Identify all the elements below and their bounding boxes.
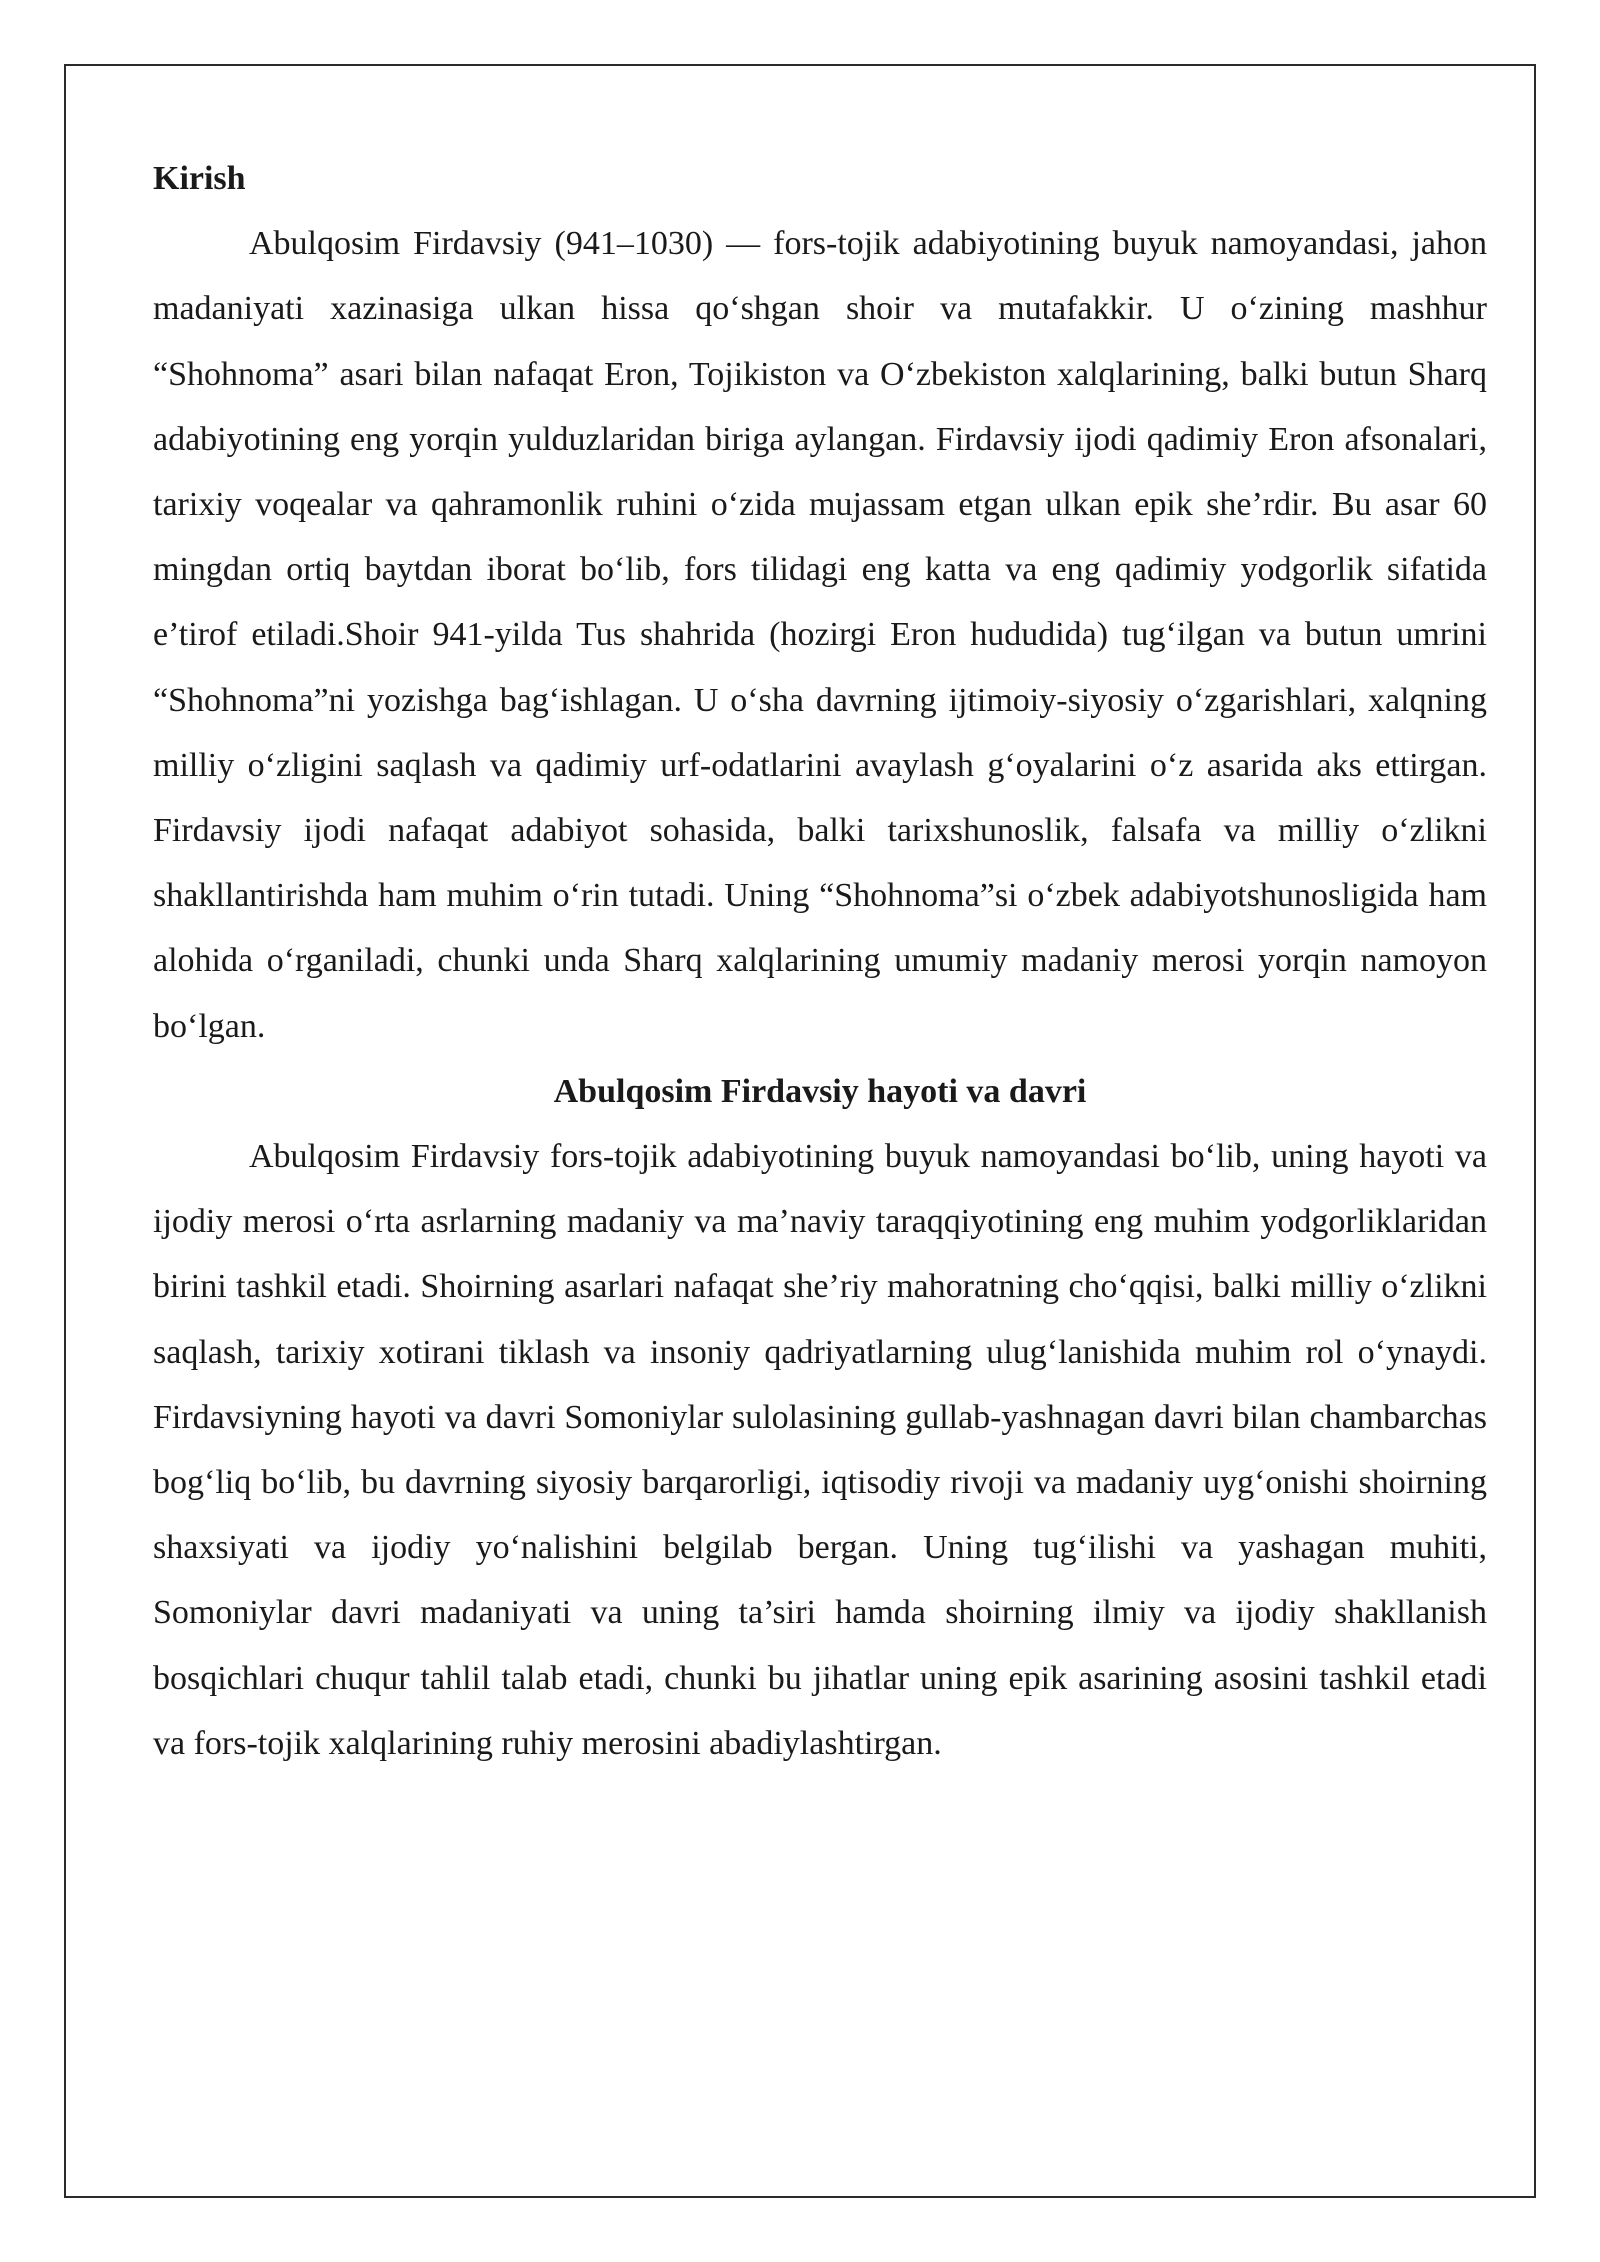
intro-heading: Kirish (153, 160, 246, 197)
document-body (153, 146, 1487, 1776)
section-heading: Abulqosim Firdavsiy hayoti va davri (553, 1072, 1087, 1110)
intro-paragraph: Abulqosim Firdavsiy (941–1030) — fors-tojik adabiyotining buyuk namoyandasi, jahon madaniyati xazinasiga ulkan hissa qo‘shgan shoir va mutafakkir. U o‘zining mashhur “Shohnoma” asari bilan nafaqat Eron, Tojikiston va O‘zbekiston xalqlarining, balki butun Sharq adabiyotining eng yorqin yulduzlaridan biriga aylangan. Firdavsiy ijodi qadimiy Eron afsonalari, tarixiy voqealar va qahramonlik ruhini o‘zida mujassam etgan ulkan epik she’rdir. Bu asar 60 mingdan ortiq baytdan iborat bo‘lib, fors tilidagi eng katta va eng qadimiy yodgorlik sifatida e’tirof etiladi.Shoir 941-yilda Tus shahrida (hozirgi Eron hududida) tug‘ilgan va butun umrini “Shohnoma”ni yozishga bag‘ishlagan. U o‘sha davrning ijtimoiy-siyosiy o‘zgarishlari, xalqning milliy o‘zligini saqlash va qadimiy urf-odatlarini avaylash g‘oyalarini o‘z asarida aks ettirgan. Firdavsiy ijodi nafaqat adabiyot sohasida, balki tarixshunoslik, falsafa va milliy o‘zlikni shakllantirishda ham muhim o‘rin tutadi. Uning “Shohnoma”si o‘zbek adabiyotshunosligida ham alohida o‘rganiladi, chunki unda Sharq xalqlarining umumiy madaniy merosi yorqin namoyon bo‘lgan. (153, 225, 1487, 1045)
section-paragraph: Abulqosim Firdavsiy fors-tojik adabiyotining buyuk namoyandasi bo‘lib, uning hayoti va ijodiy merosi o‘rta asrlarning madaniy va ma’naviy taraqqiyotining eng muhim yodgorliklaridan birini tashkil etadi. Shoirning asarlari nafaqat she’riy mahoratning cho‘qqisi, balki milliy o‘zlikni saqlash, tarixiy xotirani tiklash va insoniy qadriyatlarning ulug‘lanishida muhim rol o‘ynaydi. Firdavsiyning hayoti va davri Somoniylar sulolasining gullab-yashnagan davri bilan chambarchas bog‘liq bo‘lib, bu davrning siyosiy barqarorligi, iqtisodiy rivoji va madaniy uyg‘onishi shoirning shaxsiyati va ijodiy yo‘nalishini belgilab bergan. Uning tug‘ilishi va yashagan muhiti, Somoniylar davri madaniyati va uning ta’siri hamda shoirning ilmiy va ijodiy shakllanish bosqichlari chuqur tahlil talab etadi, chunki bu jihatlar uning epik asarining asosini tashkil etadi va fors-tojik xalqlarining ruhiy merosini abadiylashtirgan. (153, 1138, 1487, 1762)
